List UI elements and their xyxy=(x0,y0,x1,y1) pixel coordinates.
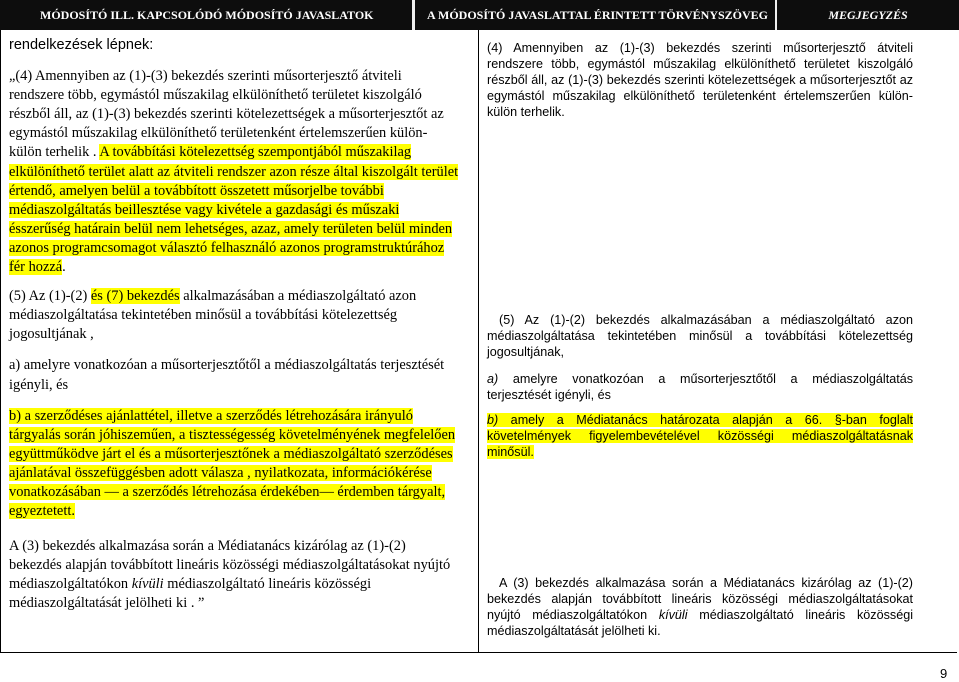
law-point-a xyxy=(487,372,913,404)
law-point-b xyxy=(487,413,913,461)
column-divider xyxy=(478,30,479,653)
point-b xyxy=(9,407,460,522)
law-p3-start: A (3) bekezdés alkalmazása során a Médiatanács kizárólag az (1)-(2) bekezdés alapján továbbított lineáris közösségi médiaszolgáltatásokat nyújtó médiaszolgáltatókon xyxy=(487,576,913,622)
paragraph-4-text: „(4) Amennyiben az (1)-(3) bekezdés szerinti műsorterjesztő átviteli rendszere több, egymástól műszakilag elkülöníthető területet kiszolgáló részből áll, az (1)-(3) bekezdés szerinti kötelezettségek a műsorterjesztőt az egymástól műszakilag elkülöníthető területenként értelemszerűen külön-külön terhelik . xyxy=(9,68,444,161)
point-b-highlight: b) a szerződéses ajánlattétel, illetve a szerződés létrehozására irányuló tárgyalás során jóhiszeműen, a tisztességesség követelményének megfelelően együttműködve járt el és a műsorterjesztőnek a médiaszolgáltató szerződéses ajánlatával összefüggésben adott válasza , nyilatkozata, információkérése vonatkozásában — a szerződés létrehozása érdekében— érdemben tárgyalt, egyeztetett. xyxy=(9,407,456,520)
law-p3-end: médiaszolgáltató lineáris közösségi médiaszolgáltatását jelölheti ki. xyxy=(487,607,914,638)
law-point-a-label: a) xyxy=(487,372,499,386)
paragraph-3-italic: kívüli xyxy=(131,576,164,593)
header-amendments: MÓDOSÍTÓ ILL. KAPCSOLÓDÓ MÓDOSÍTÓ JAVASLATOK xyxy=(0,0,452,30)
intro-text: rendelkezések lépnek: xyxy=(9,37,154,53)
law-point-b-highlight xyxy=(487,413,913,459)
law-point-b-text: amely a Médiatanács határozata alapján a 66. §-ban foglalt követelmények figyelembevételével közösségi médiaszolgáltatásnak minősül. xyxy=(487,413,913,459)
paragraph-4 xyxy=(9,67,460,277)
header-remarks: MEGJEGYZÉS xyxy=(777,0,959,30)
header-affected-law: A MÓDOSÍTÓ JAVASLATTAL ÉRINTETT TÖRVÉNYSZÖVEG xyxy=(415,0,790,30)
paragraph-3-end: médiaszolgáltató lineáris közösségi médiaszolgáltatását jelölheti ki . ” xyxy=(9,576,372,612)
amendment-column xyxy=(9,36,460,614)
paragraph-3-start: A (3) bekezdés alkalmazása során a Médiatanács kizárólag az (1)-(2) bekezdés alapján továbbított lineáris közösségi médiaszolgáltatásokat nyújtó médiaszolgáltatókon xyxy=(9,538,451,593)
law-paragraph-4: (4) Amennyiben az (1)-(3) bekezdés szerinti műsorterjesztő átviteli rendszere több, egymástól műszakilag elkülöníthető területet kiszolgáló részből áll, az (1)-(3) bekezdés szerinti kötelezettségek a műsorterjesztőt az egymástól műszakilag elkülöníthető területenként értelemszerűen külön-külön terhelik. xyxy=(487,41,913,119)
law-p3-italic: kívüli xyxy=(658,607,688,622)
paragraph-4-end: . xyxy=(62,259,66,276)
paragraph-5 xyxy=(9,287,460,344)
paragraph-5-highlight: és (7) bekezdés xyxy=(90,288,180,305)
law-paragraph-5: (5) Az (1)-(2) bekezdés alkalmazásában a médiaszolgáltató azon médiaszolgáltatása tekintetében minősül a továbbítási kötelezettség jogosultjának, xyxy=(487,313,913,359)
paragraph-4-highlight: A továbbítási kötelezettség szempontjából műszakilag elkülöníthető terület alatt az átviteli rendszer azon része által kiszolgált terület értendő, amelyen belül a továbbított összetett műsorjelbe további médiaszolgáltatás beillesztése vagy kivétele a gazdasági és műszaki ésszerűség határain belül nem lehetséges, azaz, amely területen belül minden azonos programcsomagot választó felhasználó azonos programstruktúrához fér hozzá xyxy=(9,144,459,276)
law-point-a-text: amelyre vonatkozóan a műsorterjesztőtől a médiaszolgáltatás terjesztését igényli, és xyxy=(487,372,913,402)
page-number: 9 xyxy=(940,666,948,681)
point-a: a) amelyre vonatkozóan a műsorterjesztőtől a médiaszolgáltatás terjesztését igényli, és xyxy=(9,357,445,393)
paragraph-5-end: alkalmazásában a médiaszolgáltató azon médiaszolgáltatása tekintetében minősül a továbbítási kötelezettség jogosultjának , xyxy=(9,288,417,343)
law-paragraph-3-application xyxy=(487,576,913,640)
paragraph-3-application xyxy=(9,537,460,613)
paragraph-5-start: (5) Az (1)-(2) xyxy=(9,288,91,305)
law-point-b-label: b) xyxy=(487,413,499,427)
